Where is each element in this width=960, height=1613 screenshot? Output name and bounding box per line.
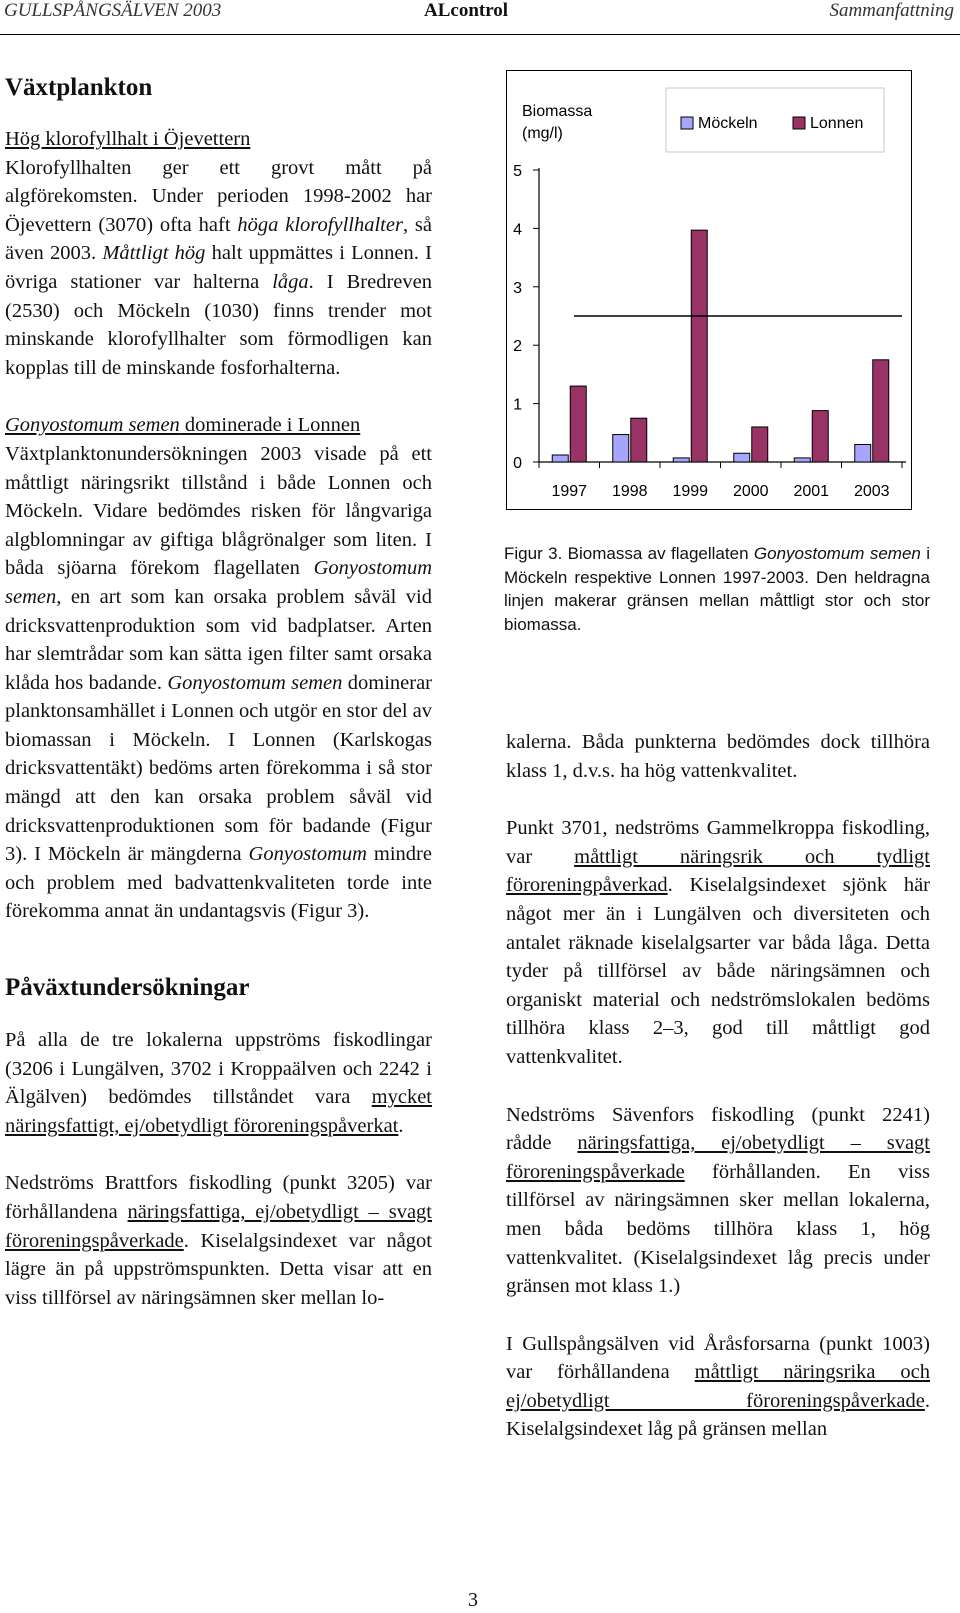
italic-span: Gonyostomum semen xyxy=(5,414,180,437)
header-center: ALcontrol xyxy=(424,0,509,21)
italic-span: Måttligt hög xyxy=(102,242,206,265)
text-span: mindre och problem med badvattenkvaliteten torde inte förekomma annat än undantagsvis (Figur 3). xyxy=(5,843,432,923)
underlined-span: mycket näringsfattigt, ej/obetydligt föroreningspåverkat xyxy=(5,1086,432,1137)
header-left: GULLSPÅNGSÄLVEN 2003 xyxy=(4,0,222,21)
italic-span: höga klorofyllhalter xyxy=(237,213,403,236)
paragraph-arasforsarna xyxy=(506,1330,930,1444)
text-span: halt uppmättes i Lonnen. I övriga stationer var halterna xyxy=(5,242,432,293)
legend-label-mockeln: Möckeln xyxy=(698,115,758,132)
italic-span: Gonyostomum semen xyxy=(167,671,343,694)
y-tick-label: 2 xyxy=(513,338,522,356)
legend xyxy=(666,88,884,152)
x-tick-label: 1998 xyxy=(611,483,648,500)
left-column xyxy=(5,70,432,1312)
bar-mockeln-2003 xyxy=(855,444,871,462)
text-span: . xyxy=(398,1114,404,1137)
legend-swatch-lonnen xyxy=(793,117,805,129)
text-span: Punkt 3701, nedströms Gammelkroppa fiskodling, var xyxy=(506,817,930,868)
underlined-span: måttligt näringsrika och ej/obetydligt föroreningspåverkade xyxy=(506,1361,930,1412)
text-span: Klorofyllhalten ger ett grovt mått på algförekomsten. Under perioden 1998-2002 har Öjevettern (3070) ofta haft xyxy=(5,156,432,236)
text-span: . Kiselalgsindexet sjönk här något mer än i Lungälven och diversiteten och antalet räknade kiselalgsarter var båda låga. Detta tyder på tillförsel av både näringsämnen och organiskt material och nedströmslokalen bedöms tillhöra klass 2–3, god till måttligt god vattenkvalitet. xyxy=(506,874,930,1068)
italic-span: Gonyostomum xyxy=(248,843,367,866)
italic-span: Gonyostomum semen xyxy=(753,544,921,563)
biomass-chart xyxy=(506,70,912,510)
text-span: dominerade i Lonnen xyxy=(179,414,361,437)
text-span: . Kiselalgsindexet var något lägre än på uppströmspunkten. Detta visar att en viss tillförsel av näringsämnen sker mellan lo- xyxy=(5,1229,432,1309)
y-axis-label: Biomassa (mg/l) xyxy=(522,103,593,142)
paragraph-uppstroms xyxy=(5,1026,432,1140)
x-tick-label: 1999 xyxy=(672,483,709,500)
subheading-klorofyll xyxy=(5,125,432,154)
text-span: förhållanden. En viss tillförsel av näringsämnen sker mellan lokalerna, men båda bedöms tillhöra klass 1, hög vattenkvalitet. (Kiselalgsindexet låg precis under gränsen mot klass 1.) xyxy=(506,1160,930,1298)
text-span: en art som kan orsaka problem såväl vid dricksvattenproduktion som vid badplatser. Arten har slemtrådar som kan sätta igen filter samt orsaka klåda hos badande. xyxy=(5,585,432,694)
right-column xyxy=(506,728,930,1444)
bar-lonnen-2001 xyxy=(812,411,828,462)
bar-lonnen-1997 xyxy=(570,386,586,462)
text-span: Nedströms Sävenfors fiskodling (punkt 2241) rådde xyxy=(506,1103,930,1155)
biomass-chart-svg xyxy=(506,70,912,510)
x-tick-label: 2001 xyxy=(793,483,830,500)
bar-mockeln-2001 xyxy=(794,458,810,462)
y-tick-label: 5 xyxy=(513,163,522,180)
text-span: , så även 2003. xyxy=(5,213,433,265)
bar-lonnen-2000 xyxy=(752,427,768,462)
bar-mockeln-1998 xyxy=(613,435,629,462)
x-tick-label: 2003 xyxy=(853,483,890,500)
subheading-gonyostomum-text xyxy=(5,414,360,436)
subheading-gonyostomum xyxy=(5,411,432,440)
page-number: 3 xyxy=(468,1589,478,1611)
bar-mockeln-1997 xyxy=(552,455,568,462)
y-tick-label: 1 xyxy=(513,396,522,414)
italic-span: låga xyxy=(272,270,309,293)
bar-mockeln-2000 xyxy=(734,453,750,462)
figure-caption xyxy=(504,542,930,636)
heading-vaxtplankton: Växtplankton xyxy=(5,74,153,101)
paragraph-brattfors xyxy=(5,1169,432,1312)
text-span: På alla de tre lokalerna uppströms fiskodlingar (3206 i Lungälven, 3702 i Kroppaälven och 2242 i Älgälven) bedömdes tillståndet vara xyxy=(5,1029,432,1109)
underlined-span: näringsfattiga, ej/obetydligt – svagt föroreningspåverkade xyxy=(506,1132,930,1183)
text-span: dominerar planktonsamhället i Lonnen och utgör en stor del av biomassan i Möckeln. I Lonnen (Karlskogas dricksvattentäkt) bedöms arten förekomma i så stor mängd att den kan orsaka problem såväl vid dricksvattenproduktionen som för badande (Figur 3). I Möckeln är mängderna xyxy=(5,671,433,866)
paragraph-gammelkroppa xyxy=(506,814,930,1071)
header-right: Sammanfattning xyxy=(829,0,954,21)
bar-lonnen-2003 xyxy=(873,360,889,462)
text-span: I Gullspångsälven vid Åråsforsarna (punkt 1003) var förhållandena xyxy=(506,1332,930,1384)
paragraph-savenfors xyxy=(506,1101,930,1301)
x-tick-label: 2000 xyxy=(732,483,769,500)
paragraph-klorofyll xyxy=(5,154,432,383)
heading-pavaxt: Påväxtundersökningar xyxy=(5,974,250,1002)
x-tick-label: 1997 xyxy=(551,483,588,500)
italic-span: Gonyostomum semen, xyxy=(5,557,432,608)
text-span: Figur 3. Biomassa av flagellaten xyxy=(504,544,754,563)
underlined-span: näringsfattiga, ej/obetydligt – svagt föroreningspåverkade xyxy=(5,1201,432,1252)
text-span: i Möckeln respektive Lonnen 1997-2003. Den heldragna linjen makerar gränsen mellan måttligt stor och stor biomassa. xyxy=(504,544,931,634)
y-tick-label: 0 xyxy=(513,455,522,472)
bar-lonnen-1998 xyxy=(631,418,647,462)
bar-mockeln-1999 xyxy=(673,458,689,462)
paragraph-gonyostomum xyxy=(5,440,432,926)
text-span: Växtplanktonundersökningen 2003 visade på ett måttligt näringsrikt tillstånd i både Lonnen och Möckeln. Vidare bedömdes risken för långvariga algblomningar av giftiga blågrönalger som liten. I båda sjöarna förekom flagellaten xyxy=(5,442,432,580)
legend-label-lonnen: Lonnen xyxy=(810,115,864,132)
subheading-klorofyll-text: Hög klorofyllhalt i Öjevettern xyxy=(5,128,251,150)
legend-swatch-mockeln xyxy=(681,117,693,129)
y-tick-label: 3 xyxy=(513,279,522,297)
page-header xyxy=(0,0,960,35)
text-span: . I Bredreven (2530) och Möckeln (1030) finns trender mot minskande klorofyllhalter som förmodligen kan kopplas till de minskande fosforhalterna. xyxy=(5,270,433,379)
text-span: . Kiselalgsindexet låg på gränsen mellan xyxy=(506,1389,930,1441)
bar-lonnen-1999 xyxy=(691,230,707,462)
paragraph-kalerna: kalerna. Båda punkterna bedömdes dock tillhöra klass 1, d.v.s. ha hög vattenkvalitet. xyxy=(506,731,930,782)
y-tick-label: 4 xyxy=(513,221,522,239)
text-span: Nedströms Brattfors fiskodling (punkt 3205) var förhållandena xyxy=(5,1172,432,1223)
underlined-span: måttligt näringsrik och tydligt föroreningpåverkad xyxy=(506,845,930,897)
